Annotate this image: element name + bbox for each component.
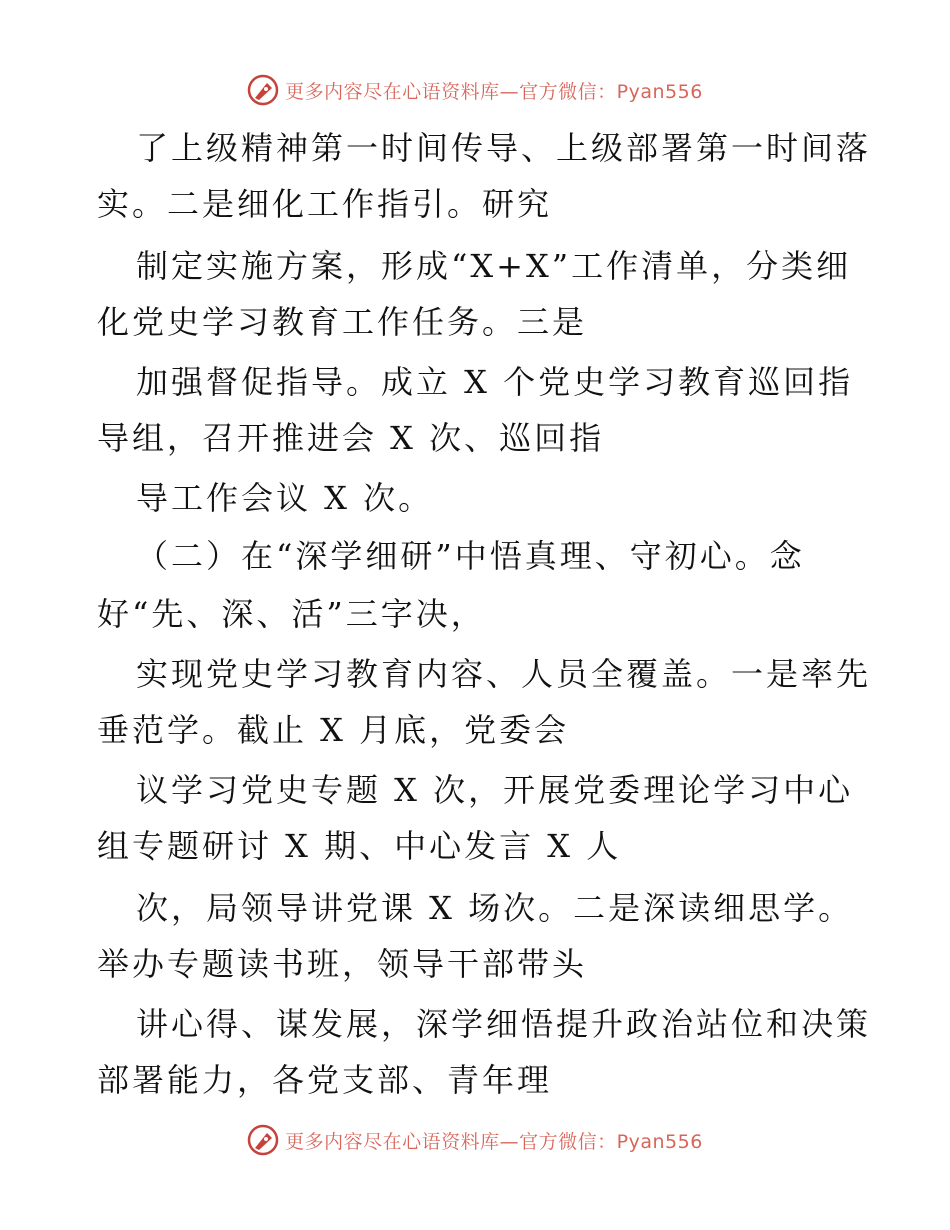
text-line: 讲心得、谋发展，深学细悟提升政治站位和决策 <box>136 1005 872 1043</box>
text-line: 次，局领导讲党课 X 场次。二是深读细思学。 <box>136 889 854 927</box>
text-line: 了上级精神第一时间传导、上级部署第一时间落 <box>136 129 872 167</box>
text-line: 实现党史学习教育内容、人员全覆盖。一是率先 <box>136 655 872 693</box>
text-line: 实。二是细化工作指引。研究 <box>97 185 553 223</box>
text-line: （二）在“深学细研”中悟真理、守初心。念 <box>136 537 805 575</box>
text-line: 加强督促指导。成立 X 个党史学习教育巡回指 <box>136 363 854 401</box>
footer-banner <box>0 1120 950 1160</box>
footer-banner-text: 更多内容尽在心语资料库—官方微信：Pyan556 <box>285 1130 703 1153</box>
text-line: 组专题研讨 X 期、中心发言 X 人 <box>97 827 622 865</box>
pen-nib-logo-icon <box>247 74 279 106</box>
header-banner <box>0 70 950 110</box>
text-line: 导工作会议 X 次。 <box>136 479 434 517</box>
text-line: 化党史学习教育工作任务。三是 <box>97 303 588 341</box>
text-line: 导组，召开推进会 X 次、巡回指 <box>97 419 605 457</box>
text-line: 制定实施方案，形成“X+X”工作清单，分类细 <box>136 247 852 285</box>
text-line: 部署能力，各党支部、青年理 <box>97 1061 553 1099</box>
pen-nib-logo-icon <box>247 1124 279 1156</box>
header-banner-text: 更多内容尽在心语资料库—官方微信：Pyan556 <box>285 80 703 103</box>
text-line: 举办专题读书班，领导干部带头 <box>97 945 588 983</box>
text-line: 议学习党史专题 X 次，开展党委理论学习中心 <box>136 771 854 809</box>
text-line: 垂范学。截止 X 月底，党委会 <box>97 711 570 749</box>
text-line: 好“先、深、活”三字决， <box>97 595 486 633</box>
